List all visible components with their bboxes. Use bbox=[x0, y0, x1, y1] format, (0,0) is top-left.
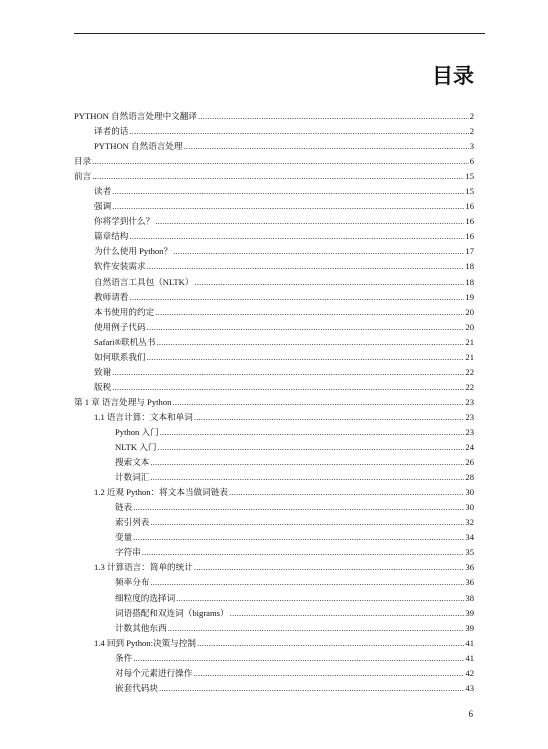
toc-entry-page: 16 bbox=[465, 231, 474, 242]
toc-entry[interactable] bbox=[74, 154, 474, 169]
toc-entry-title: 篇章结构 bbox=[94, 231, 129, 242]
toc-entry[interactable] bbox=[74, 290, 474, 305]
toc-entry-page: 2 bbox=[469, 126, 474, 137]
toc-entry[interactable] bbox=[74, 380, 474, 395]
toc-dot-leader bbox=[112, 365, 464, 380]
toc-entry-title: 字符串 bbox=[115, 547, 141, 558]
toc-dot-leader bbox=[150, 575, 464, 590]
toc-entry[interactable] bbox=[74, 560, 474, 575]
toc-entry-page: 22 bbox=[465, 366, 474, 377]
toc-entry[interactable] bbox=[74, 305, 474, 320]
toc-entry-page: 6 bbox=[469, 156, 474, 167]
toc-entry-page: 18 bbox=[465, 276, 474, 287]
toc-dot-leader bbox=[129, 229, 464, 244]
toc-entry[interactable] bbox=[74, 214, 474, 229]
toc-dot-leader bbox=[112, 199, 464, 214]
toc-entry-page: 39 bbox=[465, 622, 474, 633]
toc-entry-title: 译者的话 bbox=[94, 126, 129, 137]
toc-entry[interactable] bbox=[74, 395, 474, 410]
toc-dot-leader bbox=[184, 139, 469, 154]
toc-entry-page: 26 bbox=[465, 457, 474, 468]
toc-entry-page: 42 bbox=[465, 667, 474, 678]
toc-entry-title: 变量 bbox=[115, 532, 133, 543]
toc-dot-leader bbox=[168, 621, 465, 636]
toc-entry-title: Safari®联机丛书 bbox=[94, 336, 156, 347]
toc-dot-leader bbox=[147, 320, 465, 335]
toc-dot-leader bbox=[194, 560, 465, 575]
toc-entry[interactable] bbox=[74, 621, 474, 636]
toc-entry[interactable] bbox=[74, 410, 474, 425]
toc-entry[interactable] bbox=[74, 350, 474, 365]
toc-entry-title: NLTK 入门 bbox=[115, 442, 157, 453]
toc-entry[interactable] bbox=[74, 124, 474, 139]
toc-entry[interactable] bbox=[74, 139, 474, 154]
toc-entry-title: 如何联系我们 bbox=[94, 351, 146, 362]
toc-entry-page: 19 bbox=[465, 291, 474, 302]
toc-dot-leader bbox=[147, 350, 465, 365]
toc-dot-leader bbox=[194, 275, 464, 290]
toc-entry-title: 版税 bbox=[94, 381, 112, 392]
toc-dot-leader bbox=[133, 500, 464, 515]
toc-entry-title: 1.1 语言计算：文本和单词 bbox=[94, 411, 193, 422]
page-number: 6 bbox=[468, 709, 473, 719]
toc-entry-page: 20 bbox=[465, 321, 474, 332]
toc-entry-page: 21 bbox=[465, 351, 474, 362]
toc-entry-page: 15 bbox=[465, 171, 474, 182]
toc-entry-page: 36 bbox=[465, 577, 474, 588]
toc-entry-page: 38 bbox=[465, 592, 474, 603]
toc-dot-leader bbox=[172, 395, 464, 410]
toc-entry-title: 1.4 回到 Python:决策与控制 bbox=[94, 637, 196, 648]
toc-entry-page: 41 bbox=[465, 652, 474, 663]
toc-entry[interactable] bbox=[74, 184, 474, 199]
toc-entry-title: 词语搭配和双连词（bigrams） bbox=[115, 607, 229, 618]
toc-entry[interactable] bbox=[74, 591, 474, 606]
toc-entry[interactable] bbox=[74, 425, 474, 440]
toc-entry-page: 32 bbox=[465, 517, 474, 528]
toc-entry-title: 计数词汇 bbox=[115, 472, 150, 483]
toc-entry-title: 细粒度的选择词 bbox=[115, 592, 176, 603]
toc-dot-leader bbox=[155, 305, 464, 320]
toc-entry-title: 1.3 计算语言：简单的统计 bbox=[94, 562, 193, 573]
toc-entry[interactable] bbox=[74, 320, 474, 335]
toc-entry-title: 计数其他东西 bbox=[115, 622, 167, 633]
toc-entry-page: 2 bbox=[469, 111, 474, 121]
toc-entry[interactable] bbox=[74, 109, 474, 124]
toc-dot-leader bbox=[92, 154, 469, 169]
toc-entry[interactable] bbox=[74, 455, 474, 470]
toc-dot-leader bbox=[112, 380, 464, 395]
toc-entry[interactable] bbox=[74, 229, 474, 244]
toc-entry[interactable] bbox=[74, 470, 474, 485]
toc-entry-page: 15 bbox=[465, 186, 474, 197]
toc-entry[interactable] bbox=[74, 575, 474, 590]
toc-dot-leader bbox=[133, 651, 464, 666]
toc-entry-title: 第 1 章 语言处理与 Python bbox=[74, 396, 172, 407]
toc-entry-page: 22 bbox=[465, 381, 474, 392]
toc-entry[interactable] bbox=[74, 636, 474, 651]
toc-dot-leader bbox=[173, 244, 464, 259]
toc-entry[interactable] bbox=[74, 259, 474, 274]
toc-entry[interactable] bbox=[74, 500, 474, 515]
toc-entry-title: 链表 bbox=[115, 502, 133, 513]
toc-entry-title: 1.2 近观 Python：将文本当做词链表 bbox=[94, 487, 228, 498]
toc-dot-leader bbox=[129, 124, 468, 139]
toc-dot-leader bbox=[142, 545, 465, 560]
toc-dot-leader bbox=[193, 666, 464, 681]
toc-entry-page: 34 bbox=[465, 532, 474, 543]
toc-dot-leader bbox=[156, 335, 464, 350]
toc-entry-page: 18 bbox=[465, 261, 474, 272]
toc-entry-page: 21 bbox=[465, 336, 474, 347]
toc-entry[interactable] bbox=[74, 545, 474, 560]
toc-dot-leader bbox=[176, 591, 464, 606]
header-rule bbox=[74, 33, 485, 34]
toc-entry[interactable] bbox=[74, 275, 474, 290]
toc-entry-title: 对每个元素进行操作 bbox=[115, 667, 193, 678]
toc-dot-leader bbox=[92, 169, 464, 184]
toc-dot-leader bbox=[197, 636, 464, 651]
toc-dot-leader bbox=[133, 530, 464, 545]
toc-entry[interactable] bbox=[74, 530, 474, 545]
toc-entry-page: 23 bbox=[465, 411, 474, 422]
toc-entry[interactable] bbox=[74, 440, 474, 455]
toc-entry-page: 43 bbox=[465, 682, 474, 693]
toc-dot-leader bbox=[194, 410, 465, 425]
toc-dot-leader bbox=[112, 184, 464, 199]
toc-dot-leader bbox=[160, 425, 465, 440]
toc-entry-title: 你将学到什么？ bbox=[94, 216, 155, 227]
toc-entry[interactable] bbox=[74, 244, 474, 259]
toc-entry-page: 17 bbox=[465, 246, 474, 257]
toc-entry-title: 教师请看 bbox=[94, 291, 129, 302]
toc-entry[interactable] bbox=[74, 606, 474, 621]
toc-entry-title: 本书使用的约定 bbox=[94, 306, 155, 317]
toc-entry[interactable] bbox=[74, 666, 474, 681]
toc-entry[interactable] bbox=[74, 335, 474, 350]
toc-entry-title: 自然语言工具包（NLTK） bbox=[94, 276, 194, 287]
toc-entry-title: PYTHON 自然语言处理 bbox=[94, 141, 183, 152]
toc-entry[interactable] bbox=[74, 485, 474, 500]
toc-dot-leader bbox=[229, 485, 464, 500]
toc-entry-page: 24 bbox=[465, 442, 474, 453]
toc-entry[interactable] bbox=[74, 681, 474, 696]
toc-entry-page: 35 bbox=[465, 547, 474, 558]
toc-entry-title: 条件 bbox=[115, 652, 133, 663]
toc-dot-leader bbox=[129, 290, 464, 305]
toc-entry[interactable] bbox=[74, 651, 474, 666]
toc-entry-page: 23 bbox=[465, 426, 474, 437]
toc-entry-title: Python 入门 bbox=[115, 426, 159, 437]
toc-entry-title: 软件安装需求 bbox=[94, 261, 146, 272]
toc-entry-title: 频率分布 bbox=[115, 577, 150, 588]
toc-entry-page: 39 bbox=[465, 607, 474, 618]
toc-dot-leader bbox=[198, 109, 469, 124]
toc-entry-page: 16 bbox=[465, 201, 474, 212]
toc-dot-leader bbox=[230, 606, 465, 621]
page-title: 目录 bbox=[432, 64, 474, 88]
toc-entry[interactable] bbox=[74, 169, 474, 184]
toc-entry-page: 41 bbox=[465, 637, 474, 648]
toc-entry[interactable] bbox=[74, 199, 474, 214]
toc-entry-page: 23 bbox=[465, 396, 474, 407]
toc-entry-page: 3 bbox=[469, 141, 474, 152]
table-of-contents bbox=[74, 109, 474, 696]
toc-entry-page: 30 bbox=[465, 487, 474, 498]
toc-entry-page: 28 bbox=[465, 472, 474, 483]
toc-entry[interactable] bbox=[74, 365, 474, 380]
toc-entry-title: 前言 bbox=[74, 171, 92, 182]
toc-entry-page: 16 bbox=[465, 216, 474, 227]
toc-entry-page: 36 bbox=[465, 562, 474, 573]
toc-dot-leader bbox=[157, 440, 464, 455]
toc-dot-leader bbox=[155, 214, 464, 229]
toc-dot-leader bbox=[147, 259, 465, 274]
toc-dot-leader bbox=[150, 515, 464, 530]
toc-entry-title: 读者 bbox=[94, 186, 112, 197]
toc-entry-title: 致谢 bbox=[94, 366, 112, 377]
toc-entry-title: 为什么使用 Python？ bbox=[94, 246, 173, 257]
toc-dot-leader bbox=[159, 681, 464, 696]
toc-entry[interactable] bbox=[74, 515, 474, 530]
toc-entry-page: 20 bbox=[465, 306, 474, 317]
toc-entry-title: 强调 bbox=[94, 201, 112, 212]
toc-entry-title: 索引列表 bbox=[115, 517, 150, 528]
toc-entry-title: 嵌套代码块 bbox=[115, 682, 158, 693]
toc-entry-title: 搜索文本 bbox=[115, 457, 150, 468]
toc-dot-leader bbox=[150, 470, 464, 485]
toc-entry-title: 使用例子代码 bbox=[94, 321, 146, 332]
toc-dot-leader bbox=[150, 455, 464, 470]
toc-entry-title: 目录 bbox=[74, 156, 92, 167]
toc-entry-title: PYTHON 自然语言处理中文翻译 bbox=[74, 111, 197, 121]
toc-entry-page: 30 bbox=[465, 502, 474, 513]
